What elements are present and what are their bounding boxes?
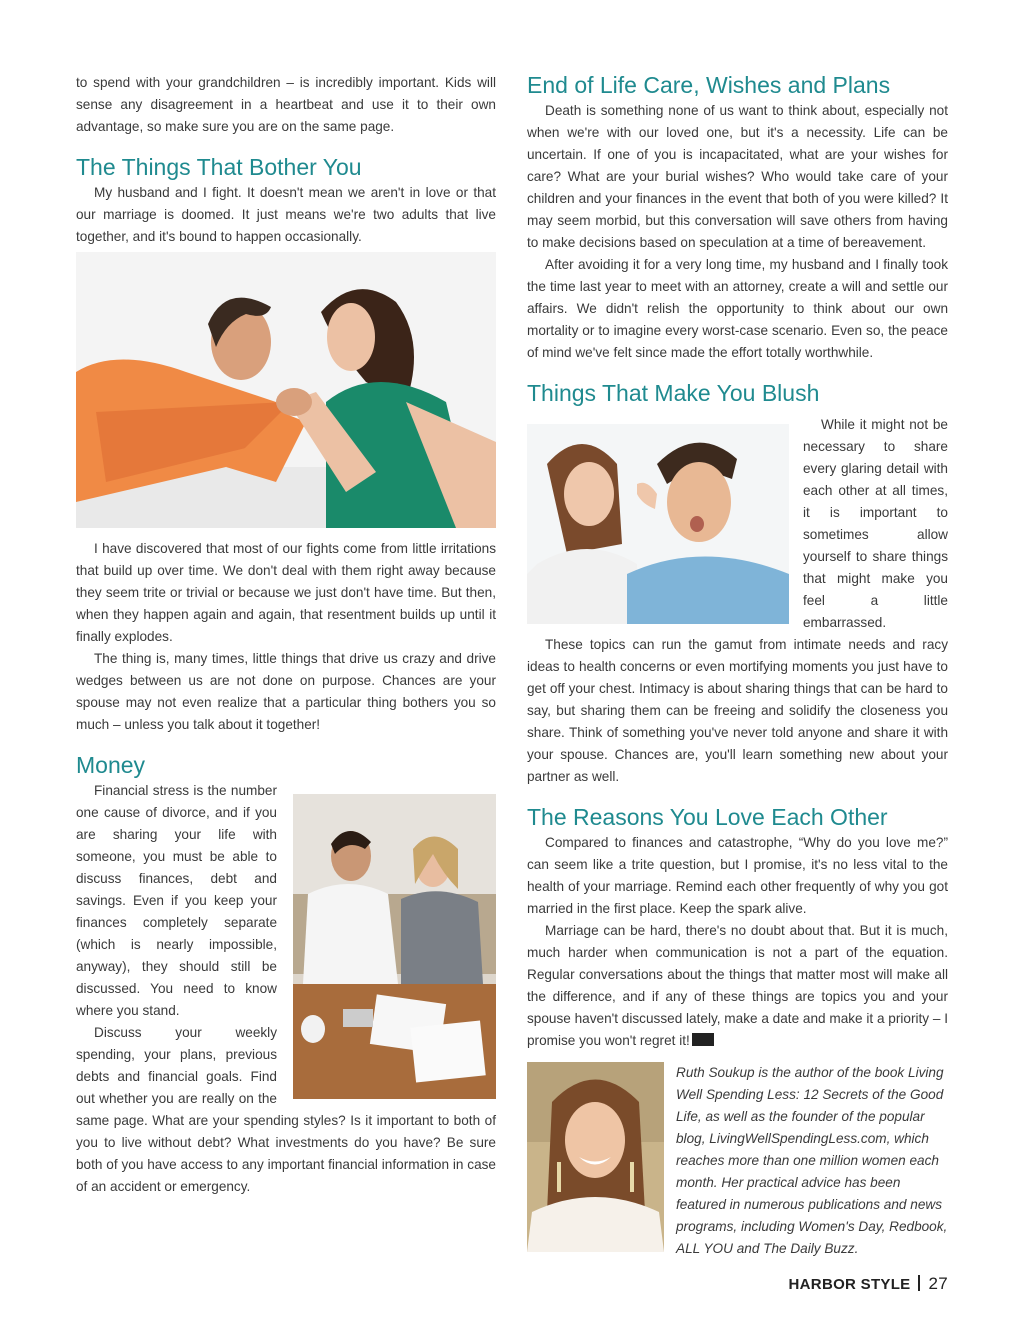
love-paragraph-2 [527,920,948,1052]
left-column [76,70,496,1198]
end-of-life-paragraph-2: After avoiding it for a very long time, my husband and I finally took the time last year to meet with an attorney, create a will and settle our affairs. We didn't relish the opportunity to think about our own mortality or to imagine every worst-case scenario. Even so, the peace of mind we've felt since made the effort totally worthwhile. [527,257,948,360]
bother-paragraph-1: My husband and I fight. It doesn't mean we aren't in love or that our marriage is doomed. It just means we're two adults that live together, and it's bound to happen occasionally. [76,185,496,244]
whisper-photo [527,424,789,624]
end-of-article-icon [692,1033,714,1046]
heading-reasons-you-love-each-other: The Reasons You Love Each Other [527,804,888,830]
arm-wrestling-photo [76,252,496,528]
right-column [527,70,948,1260]
footer-divider [918,1275,920,1291]
heading-end-of-life: End of Life Care, Wishes and Plans [527,72,891,98]
page-footer [789,1274,948,1294]
heading-money: Money [76,752,146,778]
love-paragraph-2-text: Marriage can be hard, there's no doubt about that. But it is much, much harder when communication is not a part of the equation. Regular conversations about the things that matter most will make all the difference, and if any of these things are topics you and your spouse haven't discussed lately, make a date and make it a priority – I promise you won't regret it! [527,923,948,1048]
bother-paragraph-3: The thing is, many times, little things that drive us crazy and drive wedges between us are not done on purpose. Chances are your spouse may not even realize that a particular thing bothers you so much – unless you talk about it together! [76,651,496,732]
page-number: 27 [928,1274,948,1293]
bother-paragraph-2: I have discovered that most of our fights come from little irritations that build up over time. We don't deal with them right away because they seem trite or trivial or because we just don't have time. But then, when they happen again and again, that resentment builds up until it finally explodes. [76,541,496,644]
author-bio-section [527,1062,948,1260]
blush-paragraph-2: These topics can run the gamut from intimate needs and racy ideas to health concerns or even mortifying moments you just have to get off your chest. Intimacy is about sharing things that can be hard to say, but sharing them can be freeing and solidify the closeness you share. Think of something you've never told anyone and share it with your spouse. Chances are, you'll learn something new about your partner as well. [527,637,948,784]
heading-things-that-make-you-blush: Things That Make You Blush [527,380,820,406]
intro-paragraph: to spend with your grandchildren – is incredibly important. Kids will sense any disagreement in a heartbeat and use it to their own advantage, so make sure you are on the same page. [76,75,496,134]
money-paragraph-2: Discuss your weekly spending, your plans, previous debts and financial goals. Find out whether you are really on the same page. What are your spending styles? Is it important to both of you to live without debt? What investments do you have? Be sure both of you have access to any important financial information in case of an accident or emergency. [76,1025,496,1194]
finances-photo [293,794,496,1099]
heading-things-that-bother-you: The Things That Bother You [76,154,362,180]
love-paragraph-1: Compared to finances and catastrophe, “Why do you love me?” can seem like a trite question, but I promise, it's no less vital to the health of your marriage. Remind each other frequently of why you got married in the first place. Keep the spark alive. [527,835,948,916]
author-photo [527,1062,664,1252]
end-of-life-paragraph-1: Death is something none of us want to think about, especially not when we're with our loved one, but it's a necessity. Life can be uncertain. If one of you is incapacitated, what are your wishes for care? What are your burial wishes? Who would take care of your children and your finances in the event that both of you were killed? It may seem morbid, but this conversation will save others from having to make decisions based on speculation at a time of bereavement. [527,103,948,250]
author-bio: Ruth Soukup is the author of the book Living Well Spending Less: 12 Secrets of the Good Life, as well as the founder of the popular blog, LivingWellSpendingLess.com, which reaches more than one million women each month. Her practical advice has been featured in numerous publications and news programs, including Women's Day, Redbook, ALL YOU and The Daily Buzz. [676,1065,948,1256]
blush-paragraph-1: While it might not be necessary to share every glaring detail with each other at all times, it is important to sometimes allow yourself to share things that might make you feel a little embarrassed. [803,417,948,630]
magazine-name: HARBOR STYLE [788,1276,911,1293]
money-paragraph-1: Financial stress is the number one cause of divorce, and if you are sharing your life with someone, you must be able to discuss finances, debt and savings. Even if you keep your finances completely separate (which is nearly impossible, anyway), they should still be discussed. You need to know where you stand. [76,783,277,1018]
money-section [76,780,496,1198]
blush-section [527,414,948,788]
